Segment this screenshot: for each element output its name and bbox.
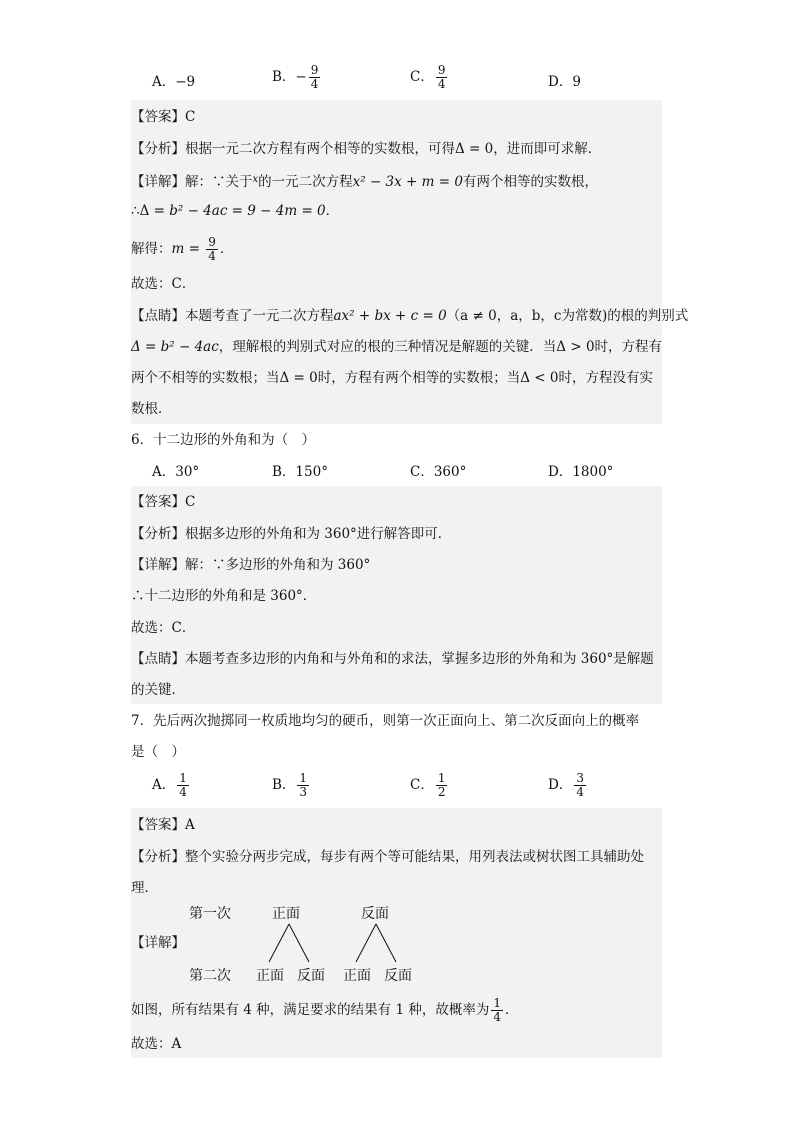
numerator: 9 [310, 63, 319, 77]
q5-analysis [131, 139, 601, 159]
q5-answer: 【答案】C [131, 109, 196, 125]
tree-top-right: 反面 [361, 906, 389, 922]
numerator: 3 [576, 771, 584, 785]
comment-text: 本题考查了一元二次方程 [185, 308, 334, 324]
denominator: 4 [208, 249, 216, 263]
q6-detail: 【详解】解：∵多边形的外角和为 360° [131, 557, 371, 573]
detail-text-3: 有两个相等的实数根， [462, 174, 598, 190]
q5-comment-4: 数根． [131, 401, 172, 417]
comment-text-2: 时，方程有 [594, 339, 663, 355]
numerator: 9 [437, 63, 446, 77]
comment-discriminant: Δ = b² − 4ac [131, 339, 219, 355]
comment-math: Δ = 0 [279, 370, 318, 386]
q7-analysis-1: 【分析】整个实验分两步完成，每步有两个等可能结果，用列表法或树状图工具辅助处 [131, 849, 644, 865]
fraction [206, 236, 218, 263]
q5-option-a [152, 72, 195, 92]
q5-option-d [548, 72, 581, 92]
q7-option-c [410, 772, 449, 799]
q6-comment-2: 的关键． [131, 682, 185, 698]
q6-option-d [548, 462, 613, 482]
q5-delta-line [131, 201, 339, 221]
q6-analysis: 【分析】根据多边形的外角和为 360°进行解答即可． [131, 526, 452, 542]
analysis-text: 根据一元二次方程有两个相等的实数根，可得 [185, 141, 455, 157]
option-letter: B． [272, 777, 296, 793]
q5-solve-line [131, 236, 233, 263]
comment-tag: 【点睛】 [131, 308, 185, 324]
delta-expression: b² − 4ac = 9 − 4m = 0 [169, 203, 326, 219]
q7-option-d [548, 772, 588, 799]
comment-text-3: 时，方程没有实 [558, 370, 653, 386]
q5-choose: 故选：C． [131, 276, 196, 292]
comment-math: Δ > 0 [556, 339, 595, 355]
comment-text-2: （a ≠ 0，a，b，c为常数)的根的判别式 [446, 308, 689, 324]
solve-prefix: 解得： [131, 241, 172, 257]
option-value: −9 [175, 74, 196, 90]
q7-option-a [152, 772, 191, 799]
comment-text: 两个不相等的实数根；当 [131, 370, 280, 386]
detail-equation: x² − 3x + m = 0 [352, 174, 463, 190]
q6-comment-1: 【点睛】本题考查多边形的内角和与外角和的求法，掌握多边形的外角和为 360°是解题 [131, 651, 654, 667]
analysis-math: Δ = 0 [455, 141, 494, 157]
denominator: 4 [310, 77, 319, 91]
comment-text-2: 时，方程有两个相等的实数根；当 [317, 370, 521, 386]
q6-answer: 【答案】C [131, 494, 196, 510]
option-letter: A． [152, 777, 176, 793]
option-value: 360° [433, 464, 467, 480]
q5-option-c [410, 64, 449, 91]
analysis-tag: 【分析】 [131, 141, 185, 157]
solve-variable: m = [171, 241, 205, 257]
option-letter: C． [410, 69, 434, 85]
delta-end: ． [325, 203, 340, 219]
q6-option-b [272, 462, 328, 482]
option-letter: D． [548, 74, 573, 90]
q5-detail [131, 170, 598, 192]
q5-comment-2 [131, 337, 662, 357]
detail-var: x [252, 174, 259, 185]
denominator: 4 [576, 785, 584, 799]
solve-end: ． [219, 241, 234, 257]
option-letter: A． [152, 464, 176, 480]
q6-detail-2: ∴十二边形的外角和是 360°． [131, 588, 317, 604]
tree-row2-label: 第二次 [189, 968, 231, 984]
q5-option-b [272, 64, 322, 91]
q6-question: 6．十二边形的外角和为（ ） [131, 432, 316, 448]
denominator: 4 [493, 1010, 501, 1024]
comment-text: ，理解根的判别式对应的根的三种情况是解题的关键．当 [218, 339, 557, 355]
option-value: 9 [572, 74, 581, 90]
q5-comment-3 [131, 368, 653, 388]
q7-detail-tag: 【详解】 [131, 935, 185, 951]
result-end: ． [504, 1002, 519, 1018]
option-sign: − [295, 69, 307, 85]
fraction [436, 772, 448, 799]
comment-equation: ax² + bx + c = 0 [333, 308, 447, 324]
fraction [491, 997, 503, 1024]
option-letter: C． [410, 777, 434, 793]
option-letter: B． [272, 69, 296, 85]
denominator: 2 [437, 785, 446, 799]
q7-option-b [272, 772, 311, 799]
q6-option-a [152, 462, 199, 482]
numerator: 1 [179, 771, 187, 785]
q7-question-2: 是（ ） [131, 744, 185, 760]
denominator: 3 [299, 785, 308, 799]
option-letter: B． [272, 464, 296, 480]
tree-leaf-1: 正面 [256, 968, 284, 984]
comment-math-2: Δ < 0 [520, 370, 559, 386]
delta-prefix: ∴Δ = [131, 203, 170, 219]
option-value: 1800° [572, 464, 614, 480]
q7-result [131, 997, 518, 1024]
option-letter: D． [548, 464, 573, 480]
q5-comment-1 [131, 306, 688, 326]
numerator: 1 [299, 771, 308, 785]
numerator: 1 [493, 996, 501, 1010]
detail-text-2: 的一元二次方程 [258, 174, 353, 190]
q6-option-c [410, 462, 466, 482]
option-letter: C． [410, 464, 434, 480]
option-letter: A． [152, 74, 176, 90]
tree-leaf-3: 正面 [343, 968, 371, 984]
tree-leaf-4: 反面 [384, 968, 412, 984]
fraction [436, 64, 448, 91]
numerator: 9 [208, 235, 216, 249]
fraction [297, 772, 309, 799]
detail-tag: 【详解】 [131, 174, 185, 190]
option-value: 150° [295, 464, 328, 480]
result-text: 如图，所有结果有 4 种，满足要求的结果有 1 种，故概率为 [131, 1002, 490, 1018]
fraction [309, 64, 321, 91]
q7-question-1: 7．先后两次抛掷同一枚质地均匀的硬币，则第一次正面向上、第二次反面向上的概率 [131, 713, 640, 729]
tree-top-left: 正面 [272, 906, 300, 922]
q7-choose: 故选：A [131, 1036, 182, 1052]
fraction [574, 772, 586, 799]
fraction [177, 772, 189, 799]
q7-answer: 【答案】A [131, 817, 195, 833]
option-value: 30° [175, 464, 200, 480]
option-letter: D． [548, 777, 573, 793]
analysis-text-end: ，进而即可求解． [493, 141, 602, 157]
q7-analysis-2: 理． [131, 880, 158, 896]
denominator: 4 [437, 77, 446, 91]
denominator: 4 [179, 785, 187, 799]
numerator: 1 [437, 771, 446, 785]
tree-row1-label: 第一次 [189, 906, 231, 922]
detail-text: 解：∵关于 [185, 174, 253, 190]
q6-choose: 故选：C． [131, 620, 196, 636]
tree-leaf-2: 反面 [297, 968, 325, 984]
